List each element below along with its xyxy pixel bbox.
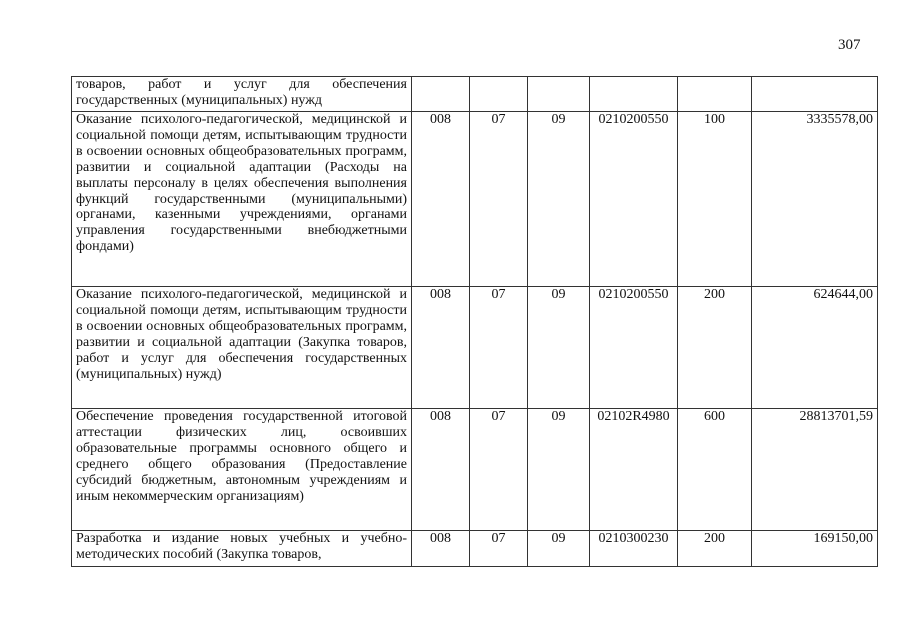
table-row: [72, 531, 878, 567]
subsection-code: 09: [528, 409, 590, 531]
ministry-code: 008: [412, 409, 470, 531]
table-row: [72, 112, 878, 287]
amount-cell: 624644,00: [752, 287, 878, 409]
ministry-code: 008: [412, 112, 470, 287]
target-article-code: 0210200550: [590, 112, 678, 287]
ministry-code: [412, 77, 470, 112]
budget-table: [71, 76, 878, 567]
row-description: товаров, работ и услуг для обеспечения государственных (муниципальных) нужд: [72, 77, 412, 112]
row-description: Обеспечение проведения государственной итоговой аттестации физических лиц, освоивших образовательные программы основного общего и среднего общего образования (Предоставление субсидий бюджетным, автономным учреждениям и иным некоммерческим организациям): [72, 409, 412, 531]
table-row: [72, 409, 878, 531]
row-description: Разработка и издание новых учебных и учебно-методических пособий (Закупка товаров,: [72, 531, 412, 567]
expense-type-code: 200: [678, 531, 752, 567]
section-code: 07: [470, 287, 528, 409]
subsection-code: 09: [528, 287, 590, 409]
expense-type-code: 200: [678, 287, 752, 409]
subsection-code: [528, 77, 590, 112]
target-article-code: 02102R4980: [590, 409, 678, 531]
amount-cell: [752, 77, 878, 112]
target-article-code: 0210200550: [590, 287, 678, 409]
section-code: 07: [470, 112, 528, 287]
page-number: 307: [838, 37, 861, 53]
target-article-code: [590, 77, 678, 112]
expense-type-code: 600: [678, 409, 752, 531]
expense-type-code: [678, 77, 752, 112]
section-code: 07: [470, 409, 528, 531]
ministry-code: 008: [412, 531, 470, 567]
ministry-code: 008: [412, 287, 470, 409]
amount-cell: 28813701,59: [752, 409, 878, 531]
table-row: [72, 287, 878, 409]
section-code: 07: [470, 531, 528, 567]
subsection-code: 09: [528, 112, 590, 287]
section-code: [470, 77, 528, 112]
row-description: Оказание психолого-педагогической, медицинской и социальной помощи детям, испытывающим трудности в освоении основных общеобразовательных программ, развитии и социальной адаптации (Расходы на выплаты персоналу в целях обеспечения выполнения функций государственными (муниципальными) органами, казенными учреждениями, органами управления государственными внебюджетными фондами): [72, 112, 412, 287]
amount-cell: 169150,00: [752, 531, 878, 567]
amount-cell: 3335578,00: [752, 112, 878, 287]
subsection-code: 09: [528, 531, 590, 567]
expense-type-code: 100: [678, 112, 752, 287]
table-row: [72, 77, 878, 112]
target-article-code: 0210300230: [590, 531, 678, 567]
row-description: Оказание психолого-педагогической, медицинской и социальной помощи детям, испытывающим трудности в освоении основных общеобразовательных программ, развитии и социальной адаптации (Закупка товаров, работ и услуг для обеспечения государственных (муниципальных) нужд): [72, 287, 412, 409]
